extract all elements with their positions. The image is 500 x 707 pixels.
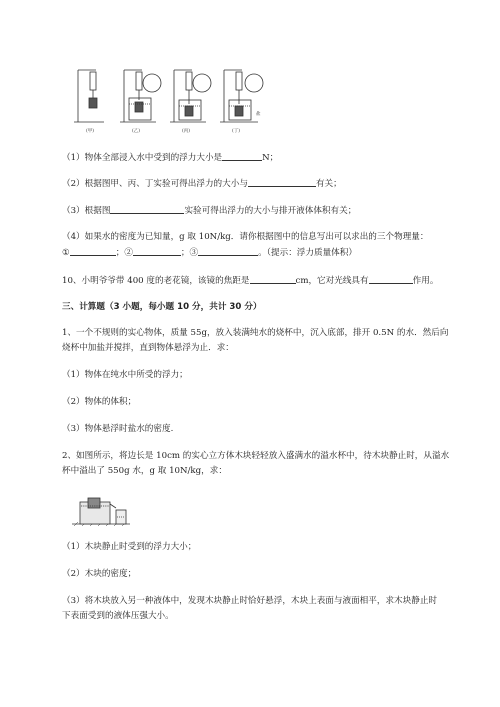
calc2-sub3-line1: （3）将木块放入另一种液体中，发现木块静止时恰好悬浮，木块上表面与液面相平，求木块静止时 [62, 596, 438, 606]
q9-sub4-line1: （4）如果水的密度为已知量，g 取 10N/kg．请你根据图中的信息写出可以求出的三个物理量： [62, 232, 429, 242]
answer-blank[interactable] [250, 274, 296, 284]
answer-blank[interactable] [248, 177, 316, 187]
section3-heading: 三、计算题（3 小题，每小题 10 分，共计 30 分） [62, 302, 262, 312]
overflow-cup-figure [72, 492, 132, 526]
answer-blank[interactable] [369, 274, 413, 284]
calc2-line2: 杯中溢出了 550g 水，g 取 10N/kg，求： [62, 466, 227, 476]
q10: 10、小明爷爷带 400 度的老花镜，该镜的焦距是 cm，它对光线具有 作用。 [62, 276, 439, 286]
answer-blank[interactable] [110, 204, 184, 214]
calc1-sub3: （3）物体悬浮时盐水的密度. [62, 424, 174, 434]
calc1-line1: 1、一个不规则的实心物体，质量 55g，放入装满纯水的烧杯中，沉入底部，排开 0.5N 的水．然后向 [62, 328, 449, 338]
q9-sub4-line2: ① ；② ；③ 。（提示：浮力质量体积） [62, 248, 357, 258]
salt-label: 盐 [256, 112, 261, 117]
calc2-line1: 2、如图所示，将边长是 10cm 的实心立方体木块轻轻放入盛满水的溢水杯中，待木块静止时，从溢水 [62, 451, 450, 461]
caption-yi: (乙) [132, 129, 141, 134]
answer-blank[interactable] [133, 246, 181, 256]
calc1-sub1: （1）物体在纯水中所受的浮力； [62, 370, 188, 380]
answer-blank[interactable] [70, 246, 116, 256]
q9-sub1: （1）物体全部浸入水中受到的浮力大小是 N； [62, 153, 279, 163]
calc1-line2: 烧杯中加盐并搅拌，直到物体悬浮为止．求： [62, 343, 234, 353]
caption-ding: (丁) [232, 129, 241, 134]
calc2-sub3-line2: 下表面受到的液体压强大小。 [62, 611, 174, 621]
calc1-sub2: （2）物体的体积； [62, 397, 137, 407]
spring-balance-experiment-figure [74, 66, 280, 138]
answer-blank[interactable] [222, 151, 262, 161]
q9-sub3: （3）根据图 实验可得出浮力的大小与排开液体体积有关； [62, 206, 357, 216]
calc2-sub1: （1）木块静止时受到的浮力大小； [62, 542, 197, 552]
q9-sub2: （2）根据图甲、丙、丁实验可得出浮力的大小与 有关； [62, 179, 342, 189]
calc2-sub2: （2）木块的密度； [62, 569, 137, 579]
answer-blank[interactable] [198, 246, 258, 256]
caption-bing: (丙) [182, 129, 191, 134]
caption-jia: (甲) [86, 129, 95, 134]
